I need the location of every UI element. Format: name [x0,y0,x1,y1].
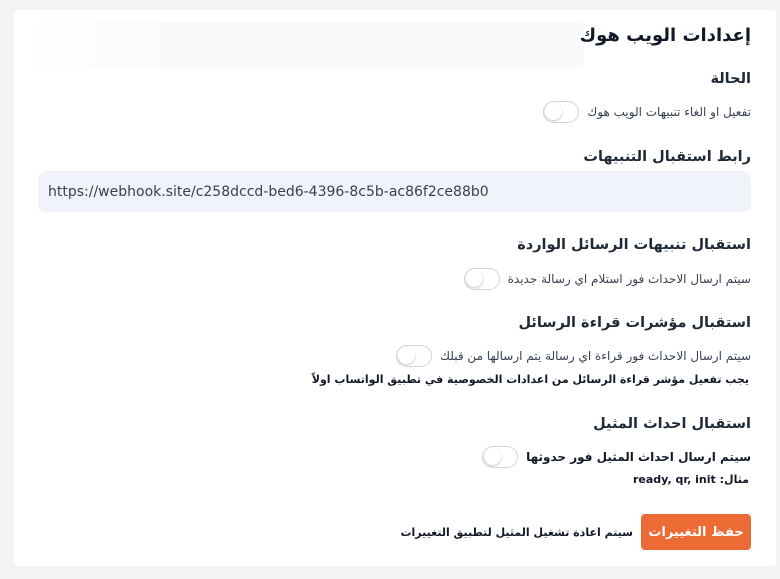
webhook-status-toggle[interactable] [543,101,579,123]
instance-events-example [633,473,749,486]
status-toggle-row [543,100,751,124]
instance-events-toggle-row [482,445,751,469]
read-receipts-toggle[interactable] [396,345,432,367]
instance-events-label: سيتم ارسال احداث المثيل فور حدوثها [526,450,751,464]
incoming-messages-toggle-row [464,267,751,291]
read-receipts-label: سيتم ارسال الاحداث فور قراءة اي رسالة يتم ارسالها من قبلك [440,349,751,363]
webhook-url-title: رابط استقبال التنبيهات [583,149,751,165]
read-receipts-toggle-row [396,344,751,368]
incoming-messages-toggle[interactable] [464,268,500,290]
restart-note: سيتم اعادة تشغيل المثيل لتطبيق التغييرات [400,526,633,539]
incoming-messages-label: سيتم ارسال الاحداث فور استلام اي رسالة جديدة [507,272,751,286]
read-receipts-title: استقبال مؤشرات قراءة الرسائل [518,315,751,331]
instance-events-toggle[interactable] [482,446,518,468]
toggle-knob [398,347,415,364]
example-label: مثال: [719,473,749,486]
background-overlay [24,22,584,68]
read-receipts-note: يجب تفعيل مؤشر قراءة الرسائل من اعدادات الخصوصية في تطبيق الواتساب اولاً [311,373,749,386]
instance-events-title: استقبال احداث المثيل [593,416,751,432]
webhook-url-input[interactable] [38,171,751,212]
toggle-knob [484,448,501,465]
example-values: ready, qr, init [632,473,716,486]
toggle-knob [545,103,562,120]
webhook-status-label: تفعيل او الغاء تنبيهات الويب هوك [587,105,751,119]
toggle-knob [466,270,483,287]
incoming-messages-title: استقبال تنبيهات الرسائل الواردة [517,237,751,253]
page-title: إعدادات الويب هوك [579,25,751,46]
save-changes-button[interactable]: حفظ التغييرات [641,514,751,550]
status-section-title: الحالة [710,71,751,87]
